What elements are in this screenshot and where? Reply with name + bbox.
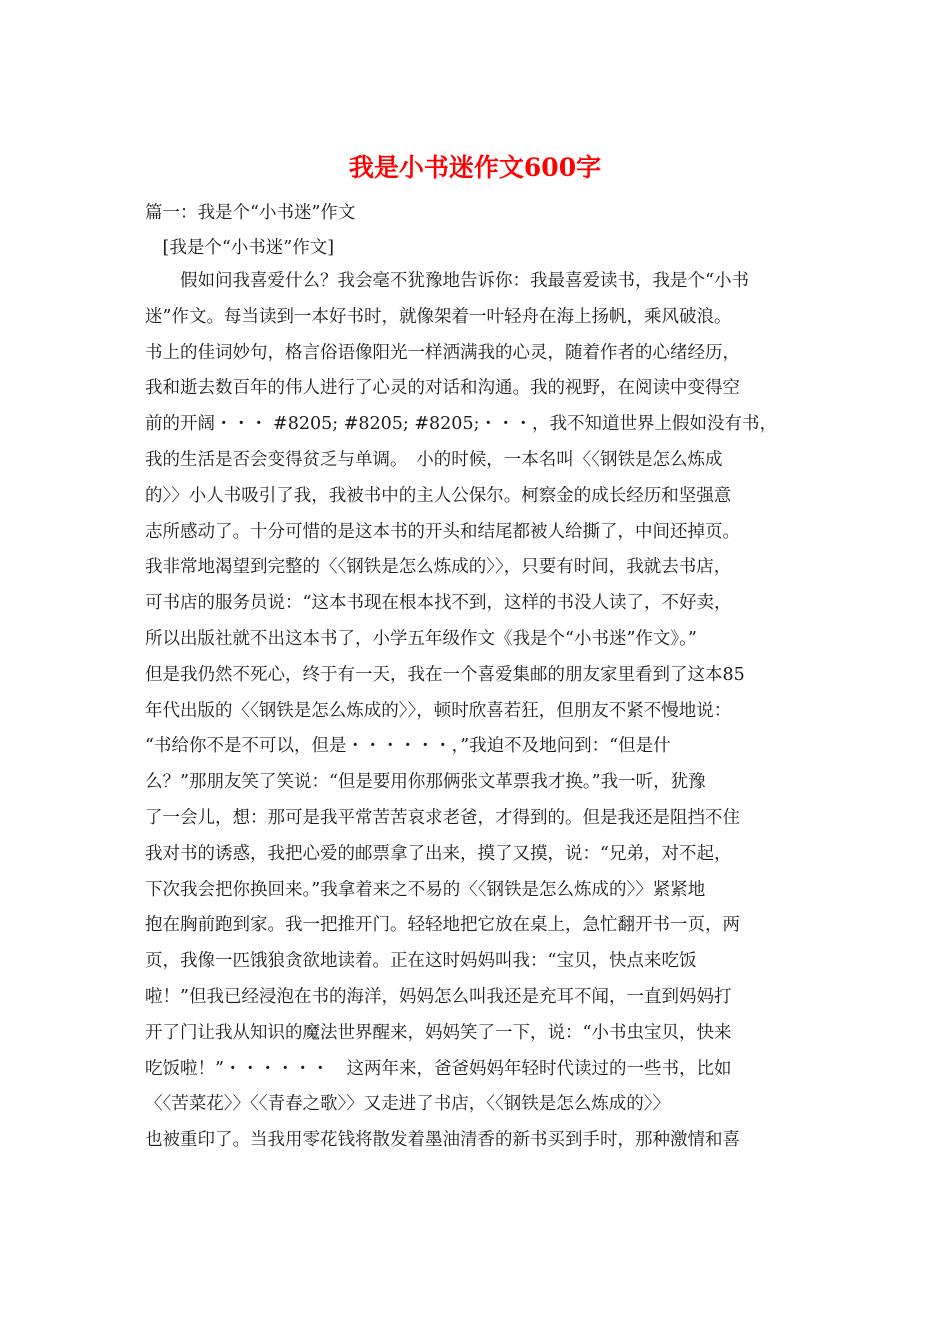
body-line: 也被重印了。当我用零花钱将散发着墨油清香的新书买到手时，那种激情和喜	[145, 1130, 740, 1151]
body-line: 迷”作文。每当读到一本好书时，就像架着一叶轻舟在海上扬帆，乘风破浪。	[145, 306, 732, 327]
body-line: 开了门让我从知识的魔法世界醒来，妈妈笑了一下，说：“小书虫宝贝，快来	[145, 1022, 732, 1043]
body-line: 我对书的诱惑，我把心爱的邮票拿了出来，摸了又摸，说：“兄弟，对不起，	[145, 843, 732, 864]
body-line: 的〉〉小人书吸引了我，我被书中的主人公保尔。柯察金的成长经历和坚强意	[145, 485, 732, 506]
body-line: “书给你不是不可以，但是・・・・・・，”我迫不及地问到：“但是什	[145, 736, 671, 757]
body-line: 吃饭啦！”・・・・・・ 这两年来，爸爸妈妈年轻时代读过的一些书，比如	[145, 1058, 732, 1079]
body-line: 抱在胸前跑到家。我一把推开门。轻轻地把它放在桌上，急忙翻开书一页，两	[145, 915, 740, 936]
body-line: 我非常地渴望到完整的〈〈钢铁是怎么炼成的〉〉，只要有时间，我就去书店，	[145, 557, 732, 578]
body-line: 么？”那朋友笑了笑说：“但是要用你那俩张文革票我才换。”我一听，犹豫	[145, 772, 706, 793]
body-line: 下次我会把你换回来。”我拿着来之不易的〈〈钢铁是怎么炼成的〉〉紧紧地	[145, 879, 706, 900]
body-line: 前的开阔・・・ #8205; #8205; #8205;・・・，我不知道世界上假如没有书，	[145, 414, 777, 435]
body-line: 假如问我喜爱什么？我会毫不犹豫地告诉你：我最喜爱读书，我是个“小书	[145, 271, 749, 291]
subheading: [我是个“小书迷”作文]	[145, 238, 335, 258]
body-line: 但是我仍然不死心，终于有一天，我在一个喜爱集邮的朋友家里看到了这本85	[145, 664, 745, 685]
body-line: 页，我像一匹饿狼贪欲地读着。正在这时妈妈叫我：“宝贝，快点来吃饭	[145, 951, 697, 972]
body-line: 我的生活是否会变得贫乏与单调。 小的时候，一本名叫〈〈钢铁是怎么炼成	[145, 450, 723, 470]
body-line: 志所感动了。十分可惜的是这本书的开头和结尾都被人给撕了，中间还掉页。	[145, 521, 740, 542]
body-line: 了一会儿，想：那可是我平常苦苦哀求老爸，才得到的。但是我还是阻挡不住	[145, 808, 740, 828]
body-line: 所以出版社就不出这本书了，小学五年级作文《我是个“小书迷”作文》。”	[145, 629, 697, 649]
body-line: 啦！”但我已经浸泡在书的海洋，妈妈怎么叫我还是充耳不闻，一直到妈妈打	[145, 987, 732, 1007]
body-line: 年代出版的〈〈钢铁是怎么炼成的〉〉，顿时欣喜若狂，但朋友不紧不慢地说：	[145, 700, 732, 721]
body-line: 我和逝去数百年的伟人进行了心灵的对话和沟通。我的视野，在阅读中变得空	[145, 378, 740, 399]
document-title: 我是小书迷作文600字	[348, 153, 602, 182]
body-line: 书上的佳词妙句，格言俗语像阳光一样洒满我的心灵，随着作者的心绪经历，	[145, 342, 740, 363]
body-line: 可书店的服务员说：“这本书现在根本找不到，这样的书没人读了，不好卖，	[145, 593, 732, 614]
section-heading: 篇一：我是个“小书迷”作文	[145, 203, 356, 223]
body-line: 〈〈苦菜花〉〉〈〈青春之歌〉〉又走进了书店，〈〈钢铁是怎么炼成的〉〉	[145, 1094, 670, 1115]
